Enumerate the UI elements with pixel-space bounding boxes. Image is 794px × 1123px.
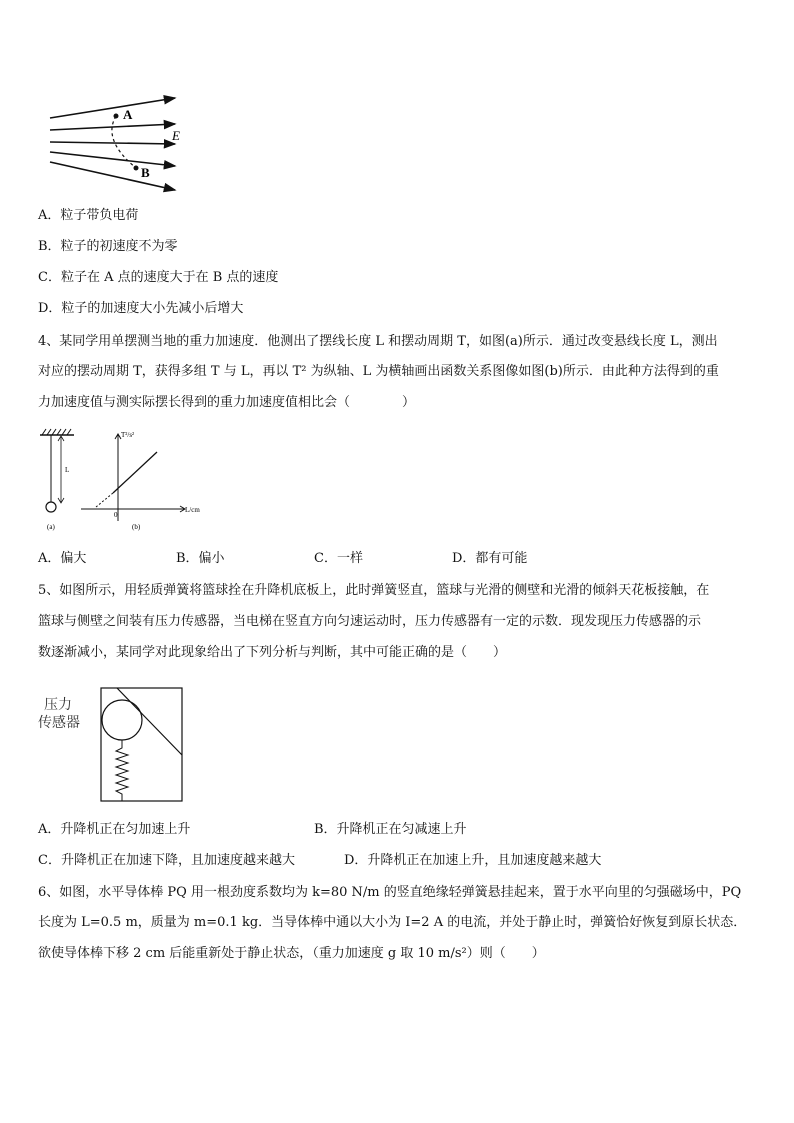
- q4-option-d: D．都有可能: [452, 551, 528, 566]
- q6-stem-line1: 6、如图，水平导体棒 PQ 用一根劲度系数均为 k=80 N/m 的竖直绝缘轻弹簧悬挂起来，置于水平向里的匀强磁场中，PQ: [38, 885, 742, 900]
- sensor-label-line1: 压力: [44, 697, 72, 713]
- q5-option-d: D．升降机正在加速上升，且加速度越来越大: [344, 853, 602, 868]
- field-lines-figure: [40, 90, 200, 200]
- sensor-label-line2: 传感器: [38, 715, 80, 731]
- q3-option-a: A．粒子带负电荷: [38, 208, 139, 223]
- origin-label: 0: [114, 511, 118, 519]
- q5-option-a: A．升降机正在匀加速上升: [38, 822, 191, 837]
- caption-b: (b): [132, 523, 141, 531]
- q5-option-c: C．升降机正在加速下降，且加速度越来越大: [38, 853, 295, 868]
- pendulum-figure: [36, 425, 206, 535]
- point-b-label: B: [141, 165, 150, 180]
- q3-option-c: C．粒子在 A 点的速度大于在 B 点的速度: [38, 270, 279, 285]
- caption-a: (a): [47, 523, 55, 531]
- q6-stem-line2: 长度为 L=0.5 m，质量为 m=0.1 kg．当导体棒中通以大小为 I=2 A 的电流，并处于静止时，弹簧恰好恢复到原长状态．: [38, 915, 747, 930]
- length-label: L: [65, 466, 70, 474]
- q4-stem-line2: 对应的摆动周期 T，获得多组 T 与 L，再以 T² 为纵轴、L 为横轴画出函数关系图像如图(b)所示．由此种方法得到的重: [38, 364, 719, 379]
- q4-option-b: B．偏小: [176, 551, 225, 566]
- q3-option-b: B．粒子的初速度不为零: [38, 239, 178, 254]
- q5-stem-line1: 5、如图所示，用轻质弹簧将篮球拴在升降机底板上，此时弹簧竖直，篮球与光滑的侧壁和光滑的倾斜天花板接触，在: [38, 583, 710, 598]
- y-axis-label: T²/s²: [121, 431, 135, 439]
- x-axis-label: L/cm: [185, 506, 200, 514]
- q5-option-b: B．升降机正在匀减速上升: [314, 822, 467, 837]
- elevator-figure: [36, 685, 186, 805]
- q4-stem-line3: 力加速度值与测实际摆长得到的重力加速度值相比会（ ）: [38, 395, 416, 410]
- field-e-label: E: [172, 128, 180, 143]
- q4-stem-line1: 4、某同学用单摆测当地的重力加速度．他测出了摆线长度 L 和摆动周期 T，如图(a)所示．通过改变悬线长度 L，测出: [38, 334, 718, 349]
- q5-stem-line2: 篮球与侧壁之间装有压力传感器，当电梯在竖直方向匀速运动时，压力传感器有一定的示数．现发现压力传感器的示: [38, 614, 702, 629]
- q6-stem-line3: 欲使导体棒下移 2 cm 后能重新处于静止状态，（重力加速度 g 取 10 m/s²）则（ ）: [38, 946, 545, 961]
- q3-option-d: D．粒子的加速度大小先减小后增大: [38, 301, 244, 316]
- q5-stem-line3: 数逐渐减小，某同学对此现象给出了下列分析与判断，其中可能正确的是（ ）: [38, 645, 507, 660]
- q4-option-c: C．一样: [314, 551, 363, 566]
- q4-option-a: A．偏大: [38, 551, 87, 566]
- point-a-label: A: [123, 107, 133, 122]
